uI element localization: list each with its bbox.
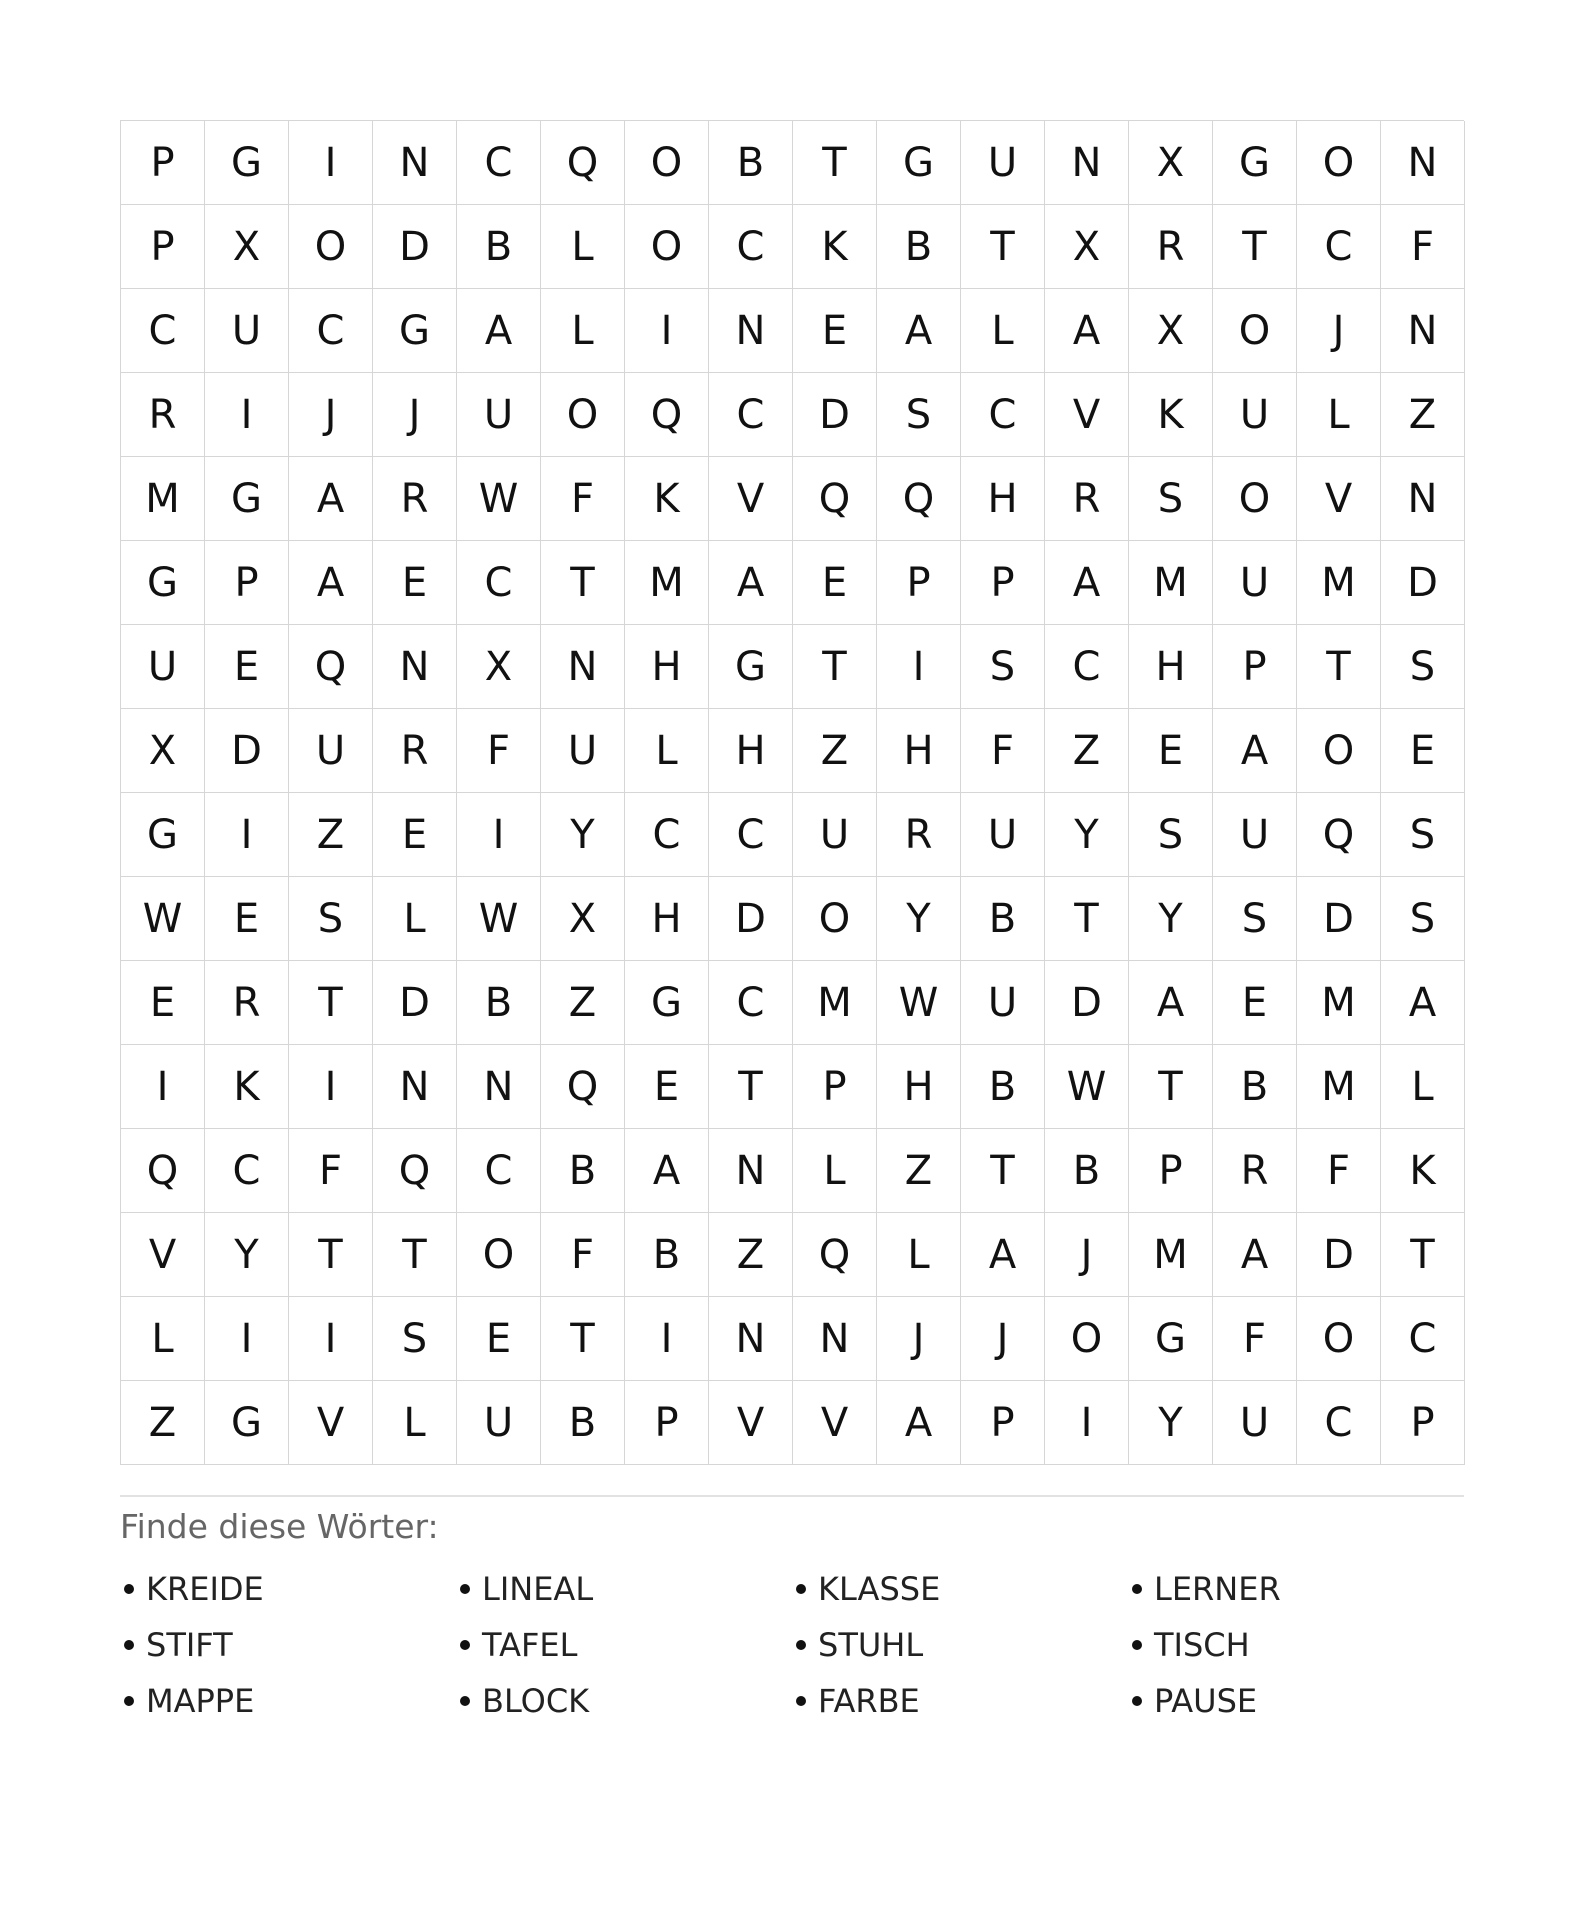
grid-cell[interactable]: K [793, 205, 877, 289]
grid-cell[interactable]: U [961, 961, 1045, 1045]
grid-cell[interactable]: U [1213, 541, 1297, 625]
grid-cell[interactable]: V [1297, 457, 1381, 541]
letter-grid [120, 120, 1464, 1465]
grid-cell[interactable]: T [1297, 625, 1381, 709]
word-label: TISCH [1154, 1626, 1250, 1664]
grid-cell[interactable]: I [289, 1297, 373, 1381]
grid-cell[interactable]: H [625, 625, 709, 709]
grid-cell[interactable]: M [1129, 1213, 1213, 1297]
grid-cell[interactable]: A [289, 457, 373, 541]
grid-cell[interactable]: U [541, 709, 625, 793]
grid-cell[interactable]: G [121, 793, 205, 877]
grid-cell[interactable]: K [205, 1045, 289, 1129]
grid-cell[interactable]: T [793, 121, 877, 205]
grid-cell[interactable]: O [1045, 1297, 1129, 1381]
grid-cell[interactable]: C [961, 373, 1045, 457]
bullet-icon [796, 1584, 806, 1594]
grid-cell[interactable]: Z [1045, 709, 1129, 793]
word-list-item [120, 1673, 456, 1729]
grid-cell[interactable]: S [1381, 793, 1465, 877]
grid-cell[interactable]: Z [541, 961, 625, 1045]
grid-cell[interactable]: P [1381, 1381, 1465, 1465]
bullet-icon [1132, 1584, 1142, 1594]
grid-cell[interactable]: S [961, 625, 1045, 709]
grid-cell[interactable]: U [121, 625, 205, 709]
grid-cell[interactable]: R [877, 793, 961, 877]
bullet-icon [460, 1640, 470, 1650]
grid-cell[interactable]: Q [541, 121, 625, 205]
word-list-item [1128, 1673, 1464, 1729]
bullet-icon [796, 1640, 806, 1650]
grid-cell[interactable]: R [1129, 205, 1213, 289]
grid-cell[interactable]: G [1213, 121, 1297, 205]
grid-cell[interactable]: T [793, 625, 877, 709]
grid-cell[interactable]: Q [541, 1045, 625, 1129]
grid-cell[interactable]: N [457, 1045, 541, 1129]
grid-cell[interactable]: P [121, 121, 205, 205]
grid-cell[interactable]: X [541, 877, 625, 961]
grid-cell[interactable]: Y [1129, 877, 1213, 961]
grid-cell[interactable]: X [457, 625, 541, 709]
grid-cell[interactable]: G [121, 541, 205, 625]
grid-cell[interactable]: T [541, 541, 625, 625]
grid-cell[interactable]: F [541, 457, 625, 541]
grid-cell[interactable]: S [289, 877, 373, 961]
grid-cell[interactable]: Q [625, 373, 709, 457]
grid-cell[interactable]: C [205, 1129, 289, 1213]
grid-cell[interactable]: P [1213, 625, 1297, 709]
grid-cell[interactable]: B [541, 1129, 625, 1213]
grid-cell[interactable]: D [373, 961, 457, 1045]
grid-cell[interactable]: P [1129, 1129, 1213, 1213]
grid-cell[interactable]: F [1297, 1129, 1381, 1213]
grid-cell[interactable]: Y [877, 877, 961, 961]
bullet-icon [796, 1696, 806, 1706]
grid-cell[interactable]: G [373, 289, 457, 373]
grid-cell[interactable]: N [373, 121, 457, 205]
grid-cell[interactable]: Q [121, 1129, 205, 1213]
grid-cell[interactable]: V [709, 1381, 793, 1465]
word-label: STUHL [818, 1626, 924, 1664]
grid-cell[interactable]: D [205, 709, 289, 793]
grid-cell[interactable]: Q [289, 625, 373, 709]
grid-cell[interactable]: T [289, 961, 373, 1045]
grid-cell[interactable]: N [709, 289, 793, 373]
grid-cell[interactable]: C [457, 121, 541, 205]
grid-cell[interactable]: I [289, 121, 373, 205]
grid-cell[interactable]: N [541, 625, 625, 709]
grid-cell[interactable]: L [121, 1297, 205, 1381]
grid-cell[interactable]: J [877, 1297, 961, 1381]
grid-cell[interactable]: Z [793, 709, 877, 793]
grid-cell[interactable]: B [625, 1213, 709, 1297]
grid-cell[interactable]: C [457, 541, 541, 625]
grid-cell[interactable]: N [793, 1297, 877, 1381]
grid-cell[interactable]: T [1213, 205, 1297, 289]
grid-cell[interactable]: I [289, 1045, 373, 1129]
grid-cell[interactable]: K [1381, 1129, 1465, 1213]
word-list-item [792, 1561, 1128, 1617]
word-search-puzzle [120, 120, 1464, 1729]
word-label: LINEAL [482, 1570, 594, 1608]
grid-cell[interactable]: D [1045, 961, 1129, 1045]
grid-cell[interactable]: Q [793, 1213, 877, 1297]
grid-cell[interactable]: J [1297, 289, 1381, 373]
word-list-item [456, 1617, 792, 1673]
grid-cell[interactable]: E [793, 289, 877, 373]
grid-cell[interactable]: A [961, 1213, 1045, 1297]
grid-cell[interactable]: L [541, 289, 625, 373]
bullet-icon [1132, 1696, 1142, 1706]
grid-cell[interactable]: A [1213, 1213, 1297, 1297]
grid-cell[interactable]: C [457, 1129, 541, 1213]
grid-cell[interactable]: C [289, 289, 373, 373]
grid-cell[interactable]: E [793, 541, 877, 625]
grid-cell[interactable]: Z [1381, 373, 1465, 457]
grid-cell[interactable]: D [1297, 877, 1381, 961]
grid-cell[interactable]: B [877, 205, 961, 289]
grid-cell[interactable]: M [1297, 541, 1381, 625]
bullet-icon [124, 1584, 134, 1594]
grid-cell[interactable]: I [457, 793, 541, 877]
grid-cell[interactable]: N [1381, 457, 1465, 541]
grid-cell[interactable]: Z [121, 1381, 205, 1465]
grid-cell[interactable]: C [121, 289, 205, 373]
grid-cell[interactable]: N [373, 1045, 457, 1129]
grid-cell[interactable]: U [457, 1381, 541, 1465]
grid-cell[interactable]: H [877, 1045, 961, 1129]
grid-cell[interactable]: P [121, 205, 205, 289]
grid-cell[interactable]: X [1045, 205, 1129, 289]
grid-cell[interactable]: F [541, 1213, 625, 1297]
grid-cell[interactable]: D [1381, 541, 1465, 625]
grid-cell[interactable]: C [709, 373, 793, 457]
grid-cell[interactable]: L [961, 289, 1045, 373]
grid-cell[interactable]: O [289, 205, 373, 289]
word-list-item [1128, 1561, 1464, 1617]
grid-cell[interactable]: B [961, 877, 1045, 961]
grid-cell[interactable]: G [709, 625, 793, 709]
grid-cell[interactable]: A [1045, 541, 1129, 625]
grid-cell[interactable]: Q [877, 457, 961, 541]
grid-cell[interactable]: I [205, 793, 289, 877]
grid-cell[interactable]: I [625, 289, 709, 373]
grid-cell[interactable]: E [121, 961, 205, 1045]
grid-cell[interactable]: A [289, 541, 373, 625]
grid-cell[interactable]: L [373, 877, 457, 961]
grid-cell[interactable]: O [541, 373, 625, 457]
grid-cell[interactable]: B [457, 205, 541, 289]
word-label: MAPPE [146, 1682, 255, 1720]
bullet-icon [124, 1640, 134, 1650]
grid-cell[interactable]: E [1129, 709, 1213, 793]
grid-cell[interactable]: M [1297, 961, 1381, 1045]
grid-cell[interactable]: T [1381, 1213, 1465, 1297]
grid-cell[interactable]: U [289, 709, 373, 793]
grid-cell[interactable]: P [877, 541, 961, 625]
grid-cell[interactable]: S [1381, 625, 1465, 709]
grid-cell[interactable]: U [457, 373, 541, 457]
word-list-item [1128, 1617, 1464, 1673]
grid-cell[interactable]: O [1297, 709, 1381, 793]
grid-cell[interactable]: R [121, 373, 205, 457]
grid-cell[interactable]: C [709, 793, 793, 877]
grid-cell[interactable]: D [709, 877, 793, 961]
grid-cell[interactable]: E [1213, 961, 1297, 1045]
grid-cell[interactable]: U [1213, 793, 1297, 877]
grid-cell[interactable]: N [1045, 121, 1129, 205]
grid-cell[interactable]: T [709, 1045, 793, 1129]
grid-cell[interactable]: X [121, 709, 205, 793]
grid-cell[interactable]: N [709, 1297, 793, 1381]
grid-cell[interactable]: G [205, 457, 289, 541]
grid-cell[interactable]: H [709, 709, 793, 793]
grid-cell[interactable]: B [457, 961, 541, 1045]
grid-cell[interactable]: U [1213, 1381, 1297, 1465]
grid-cell[interactable]: I [205, 373, 289, 457]
grid-cell[interactable]: S [373, 1297, 457, 1381]
grid-cell[interactable]: S [877, 373, 961, 457]
bullet-icon [460, 1584, 470, 1594]
grid-cell[interactable]: M [1129, 541, 1213, 625]
word-label: TAFEL [482, 1626, 578, 1664]
grid-cell[interactable]: B [1045, 1129, 1129, 1213]
grid-cell[interactable]: M [625, 541, 709, 625]
grid-cell[interactable]: G [1129, 1297, 1213, 1381]
grid-cell[interactable]: H [1129, 625, 1213, 709]
grid-cell[interactable]: S [1129, 793, 1213, 877]
grid-cell[interactable]: J [373, 373, 457, 457]
grid-cell[interactable]: P [793, 1045, 877, 1129]
grid-cell[interactable]: L [1297, 373, 1381, 457]
grid-cell[interactable]: H [625, 877, 709, 961]
grid-cell[interactable]: A [877, 1381, 961, 1465]
grid-cell[interactable]: Q [793, 457, 877, 541]
grid-cell[interactable]: P [961, 1381, 1045, 1465]
grid-cell[interactable]: O [793, 877, 877, 961]
grid-cell[interactable]: U [961, 793, 1045, 877]
grid-cell[interactable]: W [1045, 1045, 1129, 1129]
grid-cell[interactable]: D [793, 373, 877, 457]
grid-cell[interactable]: M [1297, 1045, 1381, 1129]
grid-cell[interactable]: A [625, 1129, 709, 1213]
bullet-icon [460, 1696, 470, 1706]
grid-cell[interactable]: S [1213, 877, 1297, 961]
grid-cell[interactable]: U [793, 793, 877, 877]
word-label: PAUSE [1154, 1682, 1258, 1720]
grid-cell[interactable]: E [457, 1297, 541, 1381]
grid-cell[interactable]: E [205, 877, 289, 961]
word-label: KLASSE [818, 1570, 941, 1608]
grid-cell[interactable]: F [961, 709, 1045, 793]
grid-cell[interactable]: A [709, 541, 793, 625]
grid-cell[interactable]: J [961, 1297, 1045, 1381]
grid-cell[interactable]: M [121, 457, 205, 541]
grid-cell[interactable]: L [877, 1213, 961, 1297]
grid-cell[interactable]: F [289, 1129, 373, 1213]
grid-cell[interactable]: I [121, 1045, 205, 1129]
grid-cell[interactable]: H [877, 709, 961, 793]
grid-cell[interactable]: W [121, 877, 205, 961]
grid-cell[interactable]: V [793, 1381, 877, 1465]
grid-cell[interactable]: R [373, 709, 457, 793]
word-list [120, 1561, 1464, 1729]
bullet-icon [124, 1696, 134, 1706]
grid-cell[interactable]: C [1381, 1297, 1465, 1381]
grid-cell[interactable]: T [373, 1213, 457, 1297]
grid-cell[interactable]: Z [289, 793, 373, 877]
grid-cell[interactable]: U [961, 121, 1045, 205]
grid-cell[interactable]: A [1045, 289, 1129, 373]
grid-cell[interactable]: E [373, 793, 457, 877]
grid-cell[interactable]: C [709, 205, 793, 289]
grid-cell[interactable]: P [205, 541, 289, 625]
grid-cell[interactable]: S [1381, 877, 1465, 961]
grid-cell[interactable]: W [457, 877, 541, 961]
grid-cell[interactable]: B [709, 121, 793, 205]
grid-cell[interactable]: U [205, 289, 289, 373]
grid-cell[interactable]: N [1381, 121, 1465, 205]
grid-cell[interactable]: W [457, 457, 541, 541]
grid-cell[interactable]: X [1129, 121, 1213, 205]
grid-cell[interactable]: P [625, 1381, 709, 1465]
grid-cell[interactable]: E [205, 625, 289, 709]
grid-cell[interactable]: I [625, 1297, 709, 1381]
grid-cell[interactable]: C [625, 793, 709, 877]
grid-cell[interactable]: A [1213, 709, 1297, 793]
grid-cell[interactable]: G [205, 121, 289, 205]
grid-cell[interactable]: B [1213, 1045, 1297, 1129]
grid-cell[interactable]: W [877, 961, 961, 1045]
grid-cell[interactable]: B [541, 1381, 625, 1465]
word-label: STIFT [146, 1626, 233, 1664]
grid-cell[interactable]: A [877, 289, 961, 373]
grid-cell[interactable]: E [625, 1045, 709, 1129]
grid-cell[interactable]: N [709, 1129, 793, 1213]
grid-cell[interactable]: N [373, 625, 457, 709]
grid-cell[interactable]: C [1045, 625, 1129, 709]
grid-cell[interactable]: T [541, 1297, 625, 1381]
grid-cell[interactable]: I [1045, 1381, 1129, 1465]
grid-cell[interactable]: O [625, 205, 709, 289]
grid-cell[interactable]: T [961, 205, 1045, 289]
grid-cell[interactable]: O [1297, 121, 1381, 205]
grid-cell[interactable]: F [1381, 205, 1465, 289]
word-list-item [792, 1673, 1128, 1729]
grid-cell[interactable]: Q [373, 1129, 457, 1213]
grid-cell[interactable]: P [961, 541, 1045, 625]
grid-cell[interactable]: O [1213, 457, 1297, 541]
grid-cell[interactable]: G [205, 1381, 289, 1465]
grid-cell[interactable]: A [457, 289, 541, 373]
word-label: BLOCK [482, 1682, 590, 1720]
grid-cell[interactable]: J [289, 373, 373, 457]
grid-cell[interactable]: T [1045, 877, 1129, 961]
grid-cell[interactable]: G [877, 121, 961, 205]
grid-cell[interactable]: R [1045, 457, 1129, 541]
word-label: FARBE [818, 1682, 920, 1720]
grid-cell[interactable]: R [373, 457, 457, 541]
grid-cell[interactable]: B [961, 1045, 1045, 1129]
grid-cell[interactable]: Y [1129, 1381, 1213, 1465]
grid-cell[interactable]: Y [205, 1213, 289, 1297]
grid-cell[interactable]: C [709, 961, 793, 1045]
word-list-item [120, 1617, 456, 1673]
grid-cell[interactable]: V [709, 457, 793, 541]
grid-cell[interactable]: O [1213, 289, 1297, 373]
grid-cell[interactable]: H [961, 457, 1045, 541]
divider [120, 1495, 1464, 1497]
grid-cell[interactable]: L [373, 1381, 457, 1465]
grid-cell[interactable]: T [289, 1213, 373, 1297]
grid-cell[interactable]: C [1297, 1381, 1381, 1465]
grid-cell[interactable]: O [457, 1213, 541, 1297]
grid-cell[interactable]: V [289, 1381, 373, 1465]
grid-cell[interactable]: I [877, 625, 961, 709]
grid-cell[interactable]: D [373, 205, 457, 289]
grid-cell[interactable]: K [1129, 373, 1213, 457]
grid-cell[interactable]: T [1129, 1045, 1213, 1129]
grid-cell[interactable]: E [373, 541, 457, 625]
grid-cell[interactable]: X [205, 205, 289, 289]
grid-cell[interactable]: R [205, 961, 289, 1045]
word-label: KREIDE [146, 1570, 264, 1608]
grid-cell[interactable]: S [1129, 457, 1213, 541]
grid-cell[interactable]: L [625, 709, 709, 793]
grid-cell[interactable]: V [1045, 373, 1129, 457]
grid-cell[interactable]: N [1381, 289, 1465, 373]
grid-cell[interactable]: O [625, 121, 709, 205]
grid-cell[interactable]: E [1381, 709, 1465, 793]
grid-cell[interactable]: Z [709, 1213, 793, 1297]
grid-cell[interactable]: J [1045, 1213, 1129, 1297]
grid-cell[interactable]: X [1129, 289, 1213, 373]
grid-cell[interactable]: L [793, 1129, 877, 1213]
grid-cell[interactable]: D [1297, 1213, 1381, 1297]
grid-cell[interactable]: A [1381, 961, 1465, 1045]
grid-cell[interactable]: L [1381, 1045, 1465, 1129]
grid-cell[interactable]: F [1213, 1297, 1297, 1381]
word-list-item [792, 1617, 1128, 1673]
grid-cell[interactable]: L [541, 205, 625, 289]
grid-cell[interactable]: Q [1297, 793, 1381, 877]
grid-cell[interactable]: Y [541, 793, 625, 877]
grid-cell[interactable]: G [625, 961, 709, 1045]
grid-cell[interactable]: A [1129, 961, 1213, 1045]
grid-cell[interactable]: I [205, 1297, 289, 1381]
grid-cell[interactable]: F [457, 709, 541, 793]
word-list-heading: Finde diese Wörter: [120, 1507, 439, 1546]
grid-cell[interactable]: M [793, 961, 877, 1045]
grid-cell[interactable]: K [625, 457, 709, 541]
grid-cell[interactable]: Z [877, 1129, 961, 1213]
bullet-icon [1132, 1640, 1142, 1650]
grid-cell[interactable]: O [1297, 1297, 1381, 1381]
word-list-item [456, 1561, 792, 1617]
word-list-item [120, 1561, 456, 1617]
grid-cell[interactable]: C [1297, 205, 1381, 289]
word-label: LERNER [1154, 1570, 1281, 1608]
grid-cell[interactable]: T [961, 1129, 1045, 1213]
grid-cell[interactable]: U [1213, 373, 1297, 457]
grid-cell[interactable]: V [121, 1213, 205, 1297]
grid-cell[interactable]: Y [1045, 793, 1129, 877]
word-list-item [456, 1673, 792, 1729]
grid-cell[interactable]: R [1213, 1129, 1297, 1213]
